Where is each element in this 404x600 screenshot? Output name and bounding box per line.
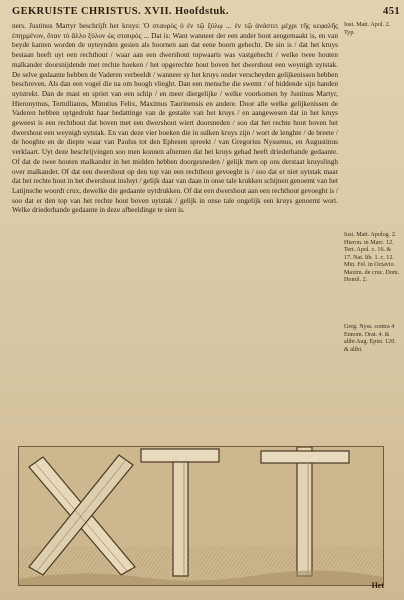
running-header — [12, 6, 400, 22]
page-number: 451 — [383, 6, 400, 17]
margin-note-2: Iust. Matt. Apolog. 2. Hieron. in Marc. 12. Tert. Apol. c. 16. & 17. Nat. lib. 1. c. 12. Min. Fel. in Octavio. Maxim. de cruc. Dom. Homil. 2. — [344, 232, 400, 283]
engraving-plate — [18, 446, 384, 586]
main-text-column — [12, 22, 338, 216]
margin-note-1: Iust. Matt. Apol. 2. Typ. — [344, 22, 391, 36]
body-paragraph: ners. Justinus Martyr beschrijft het kruys: Ὁ σταυρὸς ὁ ἐν τῷ ξύλῳ ... ἐν τῷ ἀνάστει μέχρι τῆς κεφαλῆς ἐπηρμένον, ὅταν τὸ ἄλλο ξύλον ὡς σταυρὸς ... Dat is: Want wanneer der een ander hout aengemaakt is, en van beyde kanten worden de uyteynden gesien als hoornen aan dat eene hoorn gehecht. De sin is / dat het kruys bestaan heeft uyt een rechthout / waar aan een dwershout topwaarts was vastgehecht / welke twee houten malkander doorsnijdende met rechte hoeken / het opgerechte hout boven het dwershout een weynigh uytstak. De selve gedaante hebben de Vaderen verbeeldt / wanneer sy het kruys onder verscheyden gelijkenissen hebben beschreven. Als dan een vogel die na om hoogh vlieght. Dan een mensche die swemt / of biddende sijn handen uytstrekt. Dan de mast en spriet van een schip / en meer diergelijke / welke voorkomen by Justinus Martyr, Hieronymus, Tertullianus, Minutius Felix, Maximus Taurinensis en andere. Door alle welke gelijkenissen de Vaderen hebben uytgedrukt haar bedattinge van de gestalte van het kruys / en aangewesen dat in het kruys geweest is een rechthout dat boven met een dwershout wiert doorsneden / soo dat het rechte hout boven het dwershout een weynigh uytstak. En van deze vier hoeken die in sulken kruys zijn / wort de lenghte / de breete / de hooghte en de diepte waar van Paulus tot den Ephesen spreekt / van Gregorius Nyssenus, en Augustinus verklaart. Uyt deze beschrijvingen soo men konnen afnemen dat het kruys gehad heeft driederhande gedaante. Of dat de twee houten malkander in het midden hebben doorgesneden / gelijk men op ons derstaat kruyslingh over malkander. Of dat een dwershout op den top van een rechthout gevoeght is / soo dat er niet uytstak maar dat het rechte hout in het dwershout insluyt / gelijk daar van daan in onse tale krukken schijnen genoemt van het Latijnsche woordt crux, dewelke die gedaante uytdrukken. Of dat een dwershout aan een rechthout gevoeght is / soo dat er den top van het rechte hout boven uytstak / gelijk in onse tale ongelijk een kruys genoemt wort. Welke driederhande gedaante in deze afbeeldinge te sien is. — [12, 22, 338, 215]
cross-engraving — [19, 447, 383, 585]
catchword: Het — [371, 581, 384, 590]
margin-note-3: Greg. Nyss. contra 4 Ennom. Orat. 4. & alibi Aug. Epist. 120. & alibi. — [344, 324, 396, 353]
running-title: GEKRUISTE CHRISTUS. XVII. Hoofdstuk. — [12, 6, 229, 17]
